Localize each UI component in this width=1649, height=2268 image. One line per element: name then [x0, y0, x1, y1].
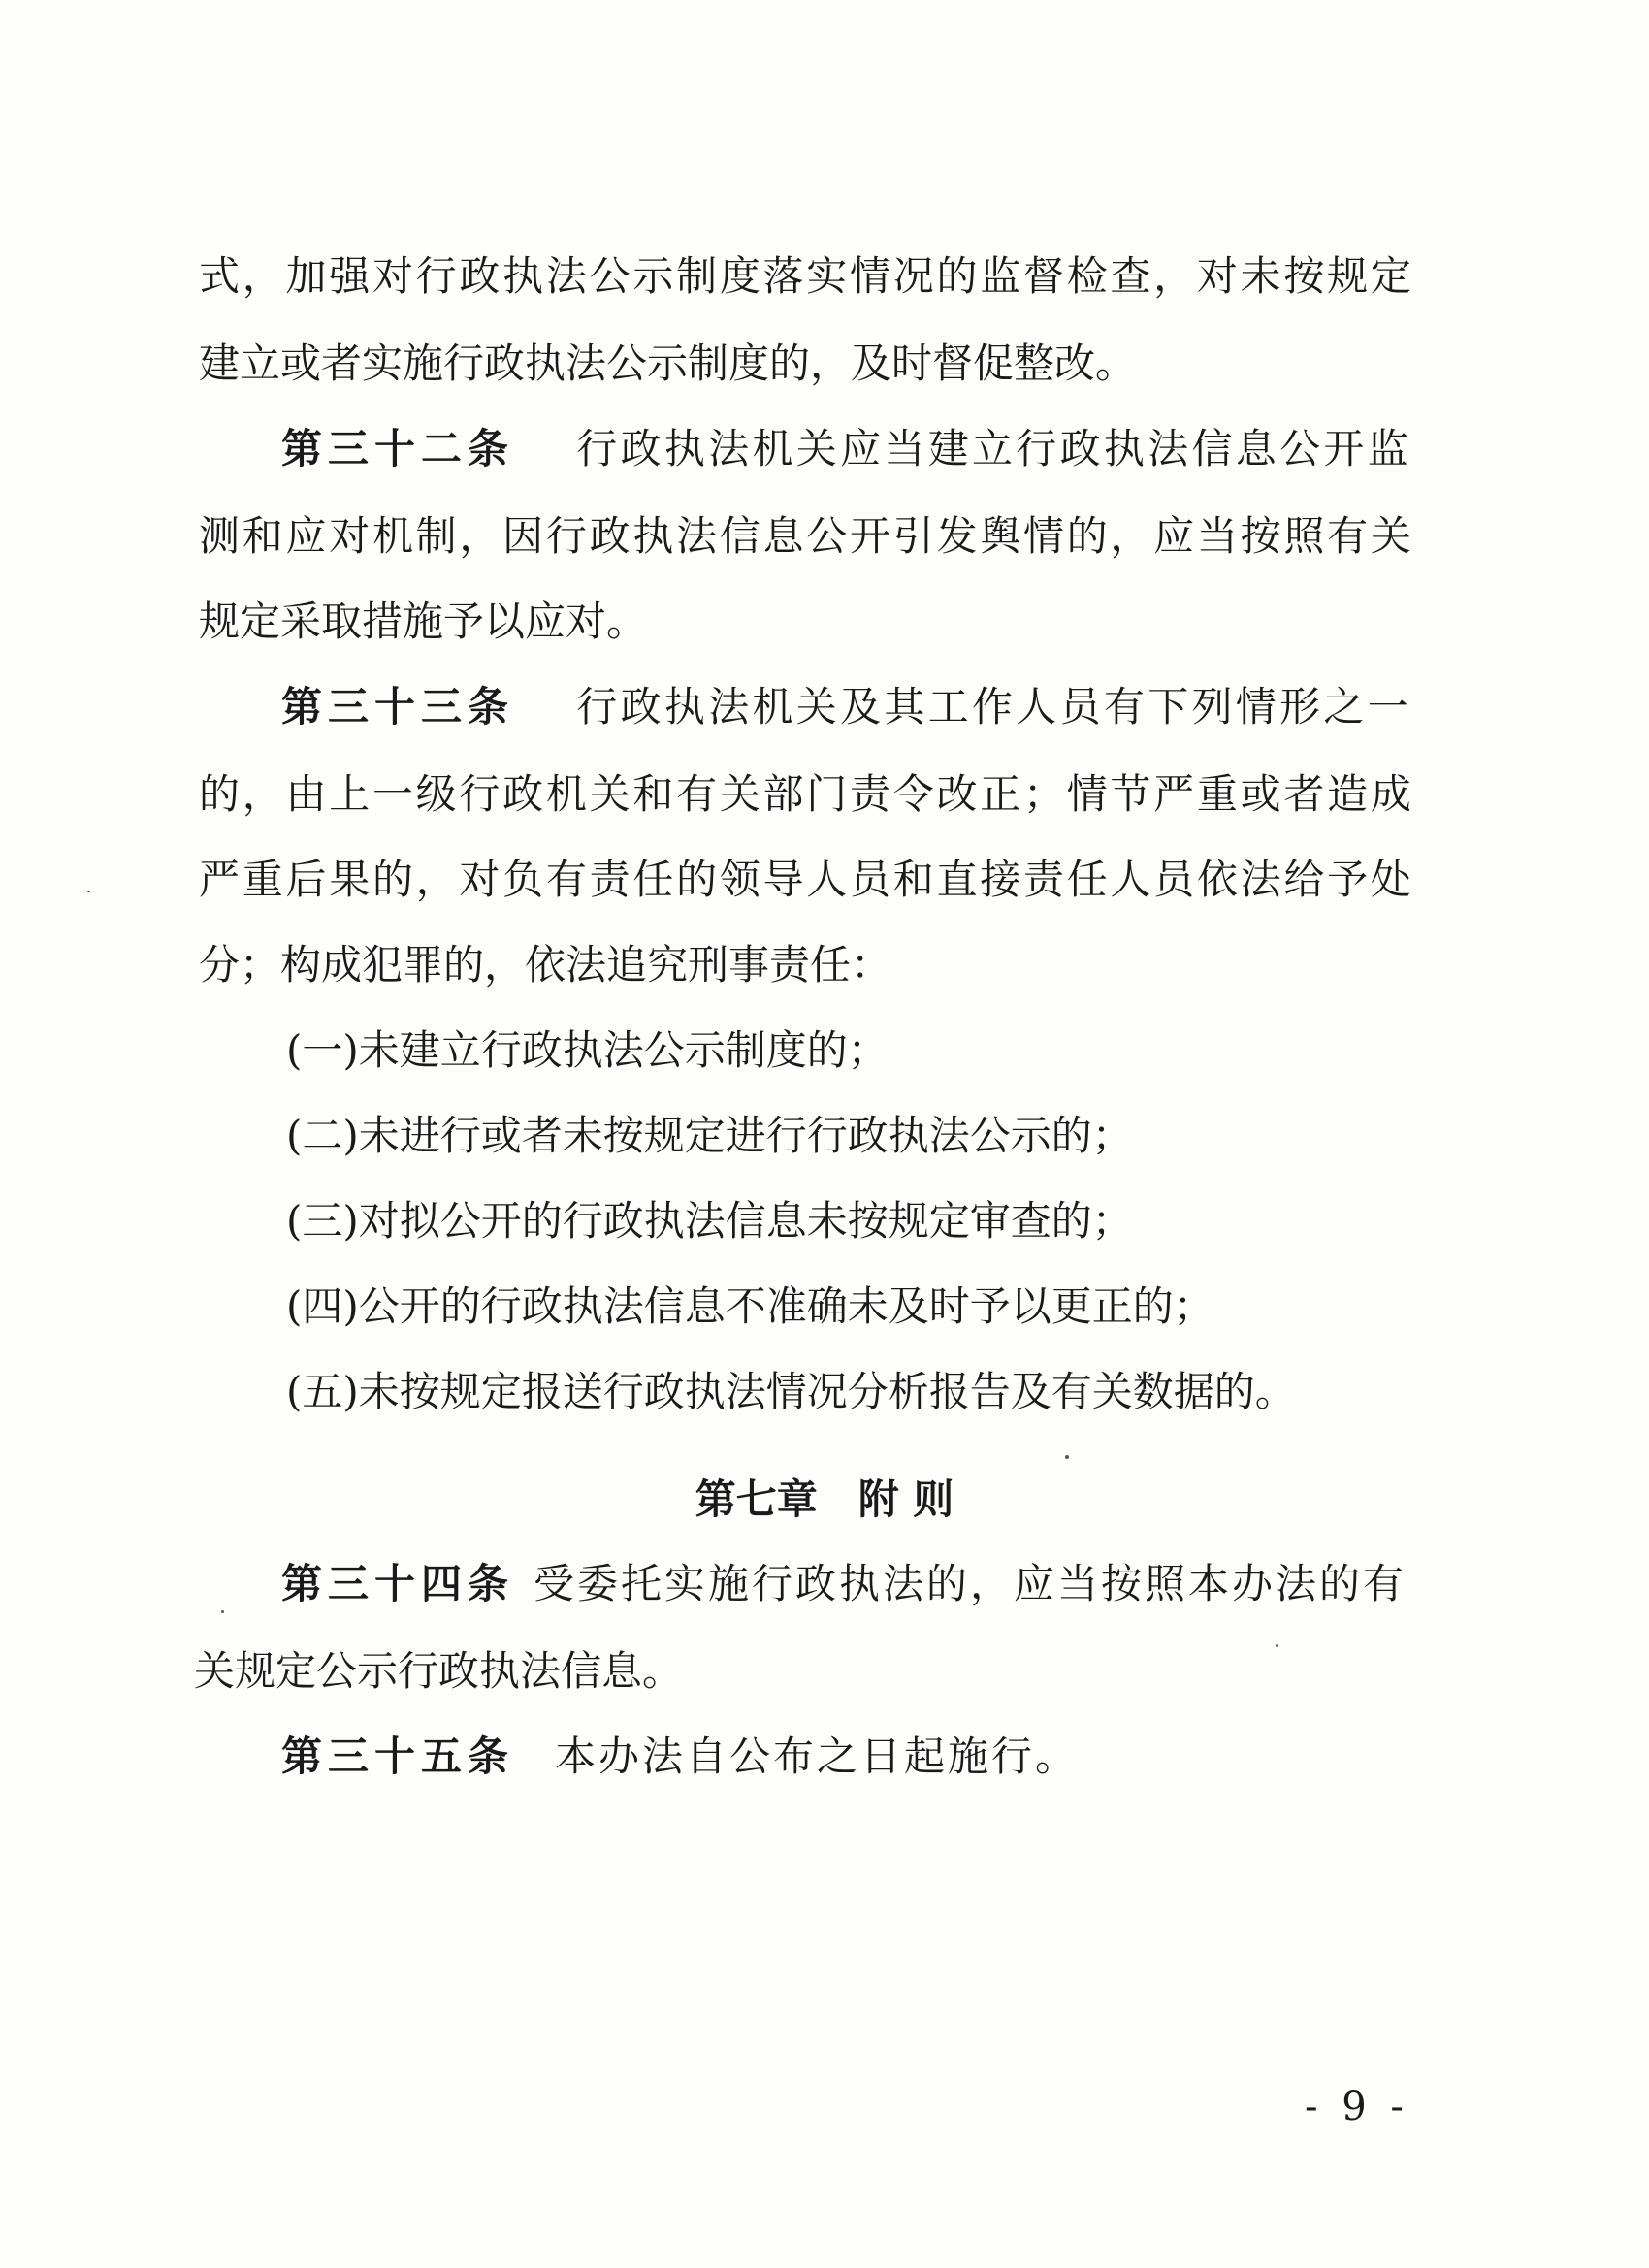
- article-33-line-1: 行政执法机关及其工作人员有下列情形之一: [576, 683, 1411, 730]
- article-33-first-line: [281, 678, 1411, 736]
- page-number: - 9 -: [1305, 2085, 1409, 2129]
- article-33-line-2: 的 ， 由 上 一 级 行 政 机 关 和 有 关 部 门 责 令 改 正 ； 情 节 严 重 或 者 造 成: [199, 770, 1411, 818]
- scan-speck: [1065, 1455, 1069, 1459]
- article-32-first-line: [281, 420, 1411, 478]
- scan-speck: [87, 891, 90, 892]
- article-34-first-line: [281, 1555, 1406, 1613]
- article-32-line-2: 测 和 应 对 机 制 ， 因 行 政 执 法 信 息 公 开 引 发 舆 情 的 ， 应 当 按 照 有 关: [199, 512, 1411, 560]
- article-33-line-3: 严 重 后 果 的 ， 对 负 有 责 任 的 领 导 人 员 和 直 接 责 任 人 员 依 法 给 予 处: [199, 856, 1411, 903]
- scan-speck: [1276, 1644, 1278, 1647]
- chapter-7-heading: 第七章 附 则: [695, 1475, 954, 1523]
- article-33-item-1: (一)未建立行政执法公示制度的；: [286, 1026, 889, 1074]
- article-35-line-1: 本办法自公布之日起施行。: [555, 1733, 1080, 1780]
- article-33-item-5: (五)未按规定报送行政执法情况分析报告及有关数据的。: [286, 1368, 1296, 1415]
- article-32-line-3: 规定采取措施予以应对。: [199, 598, 648, 645]
- article-34-line-2: 关规定公示行政执法信息。: [194, 1647, 684, 1695]
- article-33-item-2: (二)未进行或者未按规定进行行政执法公示的；: [286, 1112, 1133, 1159]
- article-34-label: 第三十四条: [281, 1560, 515, 1607]
- article-35-line: [281, 1728, 1079, 1786]
- scan-speck: [221, 1610, 224, 1613]
- article-33-item-3: (三)对拟公开的行政执法信息未按规定审查的；: [286, 1197, 1133, 1245]
- article-32-label: 第三十二条: [281, 425, 515, 472]
- article-35-label: 第三十五条: [281, 1733, 515, 1780]
- article-33-label: 第三十三条: [281, 683, 515, 730]
- paragraph-31-line-2: 建立或者实施行政执法公示制度的，及时督促整改。: [199, 340, 1137, 387]
- article-33-line-4: 分；构成犯罪的，依法追究刑事责任：: [199, 941, 892, 988]
- article-34-line-1: 受委托实施行政执法的，应当按照本办法的有: [533, 1560, 1406, 1607]
- article-33-item-4: (四)公开的行政执法信息不准确未及时予以更正的；: [286, 1282, 1214, 1330]
- paragraph-31-line-1: 式 ， 加 强 对 行 政 执 法 公 示 制 度 落 实 情 况 的 监 督 检 查 ， 对 未 按 规 定: [199, 252, 1411, 300]
- article-32-line-1: 行政执法机关应当建立行政执法信息公开监: [576, 425, 1411, 472]
